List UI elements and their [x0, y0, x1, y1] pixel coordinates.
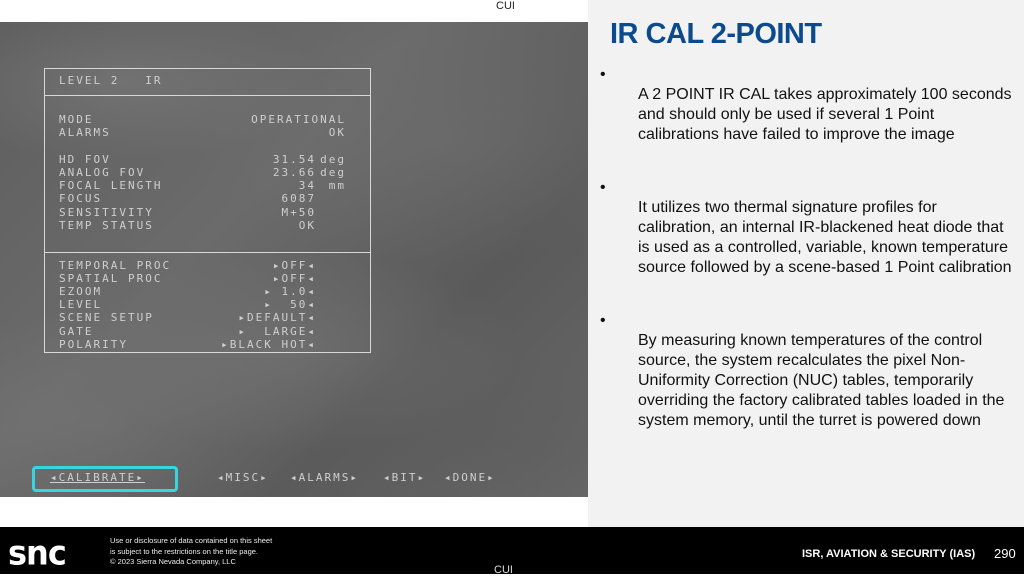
page-number: 290: [994, 546, 1016, 561]
osd-menu-panel: [44, 68, 371, 353]
ir-camera-image: [0, 22, 588, 497]
osd-header: LEVEL 2 IR: [59, 74, 163, 87]
osd-row-hd-fov: HD FOV 31.54 deg: [59, 153, 346, 166]
osd-row-alarms: ALARMS OK: [59, 126, 346, 139]
done-button[interactable]: ◂DONE▸: [444, 471, 496, 484]
osd-setting-polarity[interactable]: POLARITY ▸BLACK HOT◂: [59, 338, 316, 351]
slide-title: IR CAL 2-POINT: [610, 18, 822, 50]
classification-bottom: CUI: [494, 564, 513, 576]
osd-setting-gate[interactable]: GATE ▸ LARGE◂: [59, 325, 316, 338]
snc-logo: snc: [8, 533, 66, 573]
osd-row-temp-status: TEMP STATUS OK: [59, 219, 316, 232]
osd-row-analog-fov: ANALOG FOV 23.66 deg: [59, 166, 346, 179]
osd-setting-spatial-proc[interactable]: SPATIAL PROC ▸OFF◂: [59, 272, 316, 285]
division-label: ISR, AVIATION & SECURITY (IAS): [802, 548, 976, 560]
calibrate-button[interactable]: ◂CALIBRATE▸: [50, 471, 145, 484]
legal-notice: Use or disclosure of data contained on this sheet is subject to the restrictions on the title page. © 2023 Sierra Nevada Company, LLC: [110, 536, 273, 566]
osd-setting-ezoom[interactable]: EZOOM ▸ 1.0◂: [59, 285, 316, 298]
bit-button[interactable]: ◂BIT▸: [383, 471, 427, 484]
osd-setting-temporal-proc[interactable]: TEMPORAL PROC ▸OFF◂: [59, 259, 316, 272]
bullet-item: • By measuring known temperatures of the control source, the system recalculates the pixel Non-Uniformity Correction (NUC) tables, temporarily overriding the factory calibrated tables loaded in the system memory, until the turret is powered down: [600, 312, 1005, 429]
classification-top: CUI: [496, 0, 515, 12]
osd-row-sensitivity: SENSITIVITY M+50: [59, 206, 316, 219]
osd-setting-level[interactable]: LEVEL ▸ 50◂: [59, 298, 316, 311]
osd-row-focus: FOCUS 6087: [59, 192, 316, 205]
bullet-item: • It utilizes two thermal signature profiles for calibration, an internal IR-blackened heat diode that is used as a controlled, variable, known temperature source followed by a scene-based 1 Point calibration: [600, 179, 1012, 276]
osd-row-mode: MODE OPERATIONAL: [59, 113, 346, 126]
misc-button[interactable]: ◂MISC▸: [217, 471, 269, 484]
osd-row-focal-length: FOCAL LENGTH 34 mm: [59, 179, 346, 192]
osd-setting-scene-setup[interactable]: SCENE SETUP ▸DEFAULT◂: [59, 311, 316, 324]
bullet-item: • A 2 POINT IR CAL takes approximately 100 seconds and should only be used if several 1 Point calibrations have failed to improve the image: [600, 66, 1012, 143]
alarms-button[interactable]: ◂ALARMS▸: [290, 471, 359, 484]
